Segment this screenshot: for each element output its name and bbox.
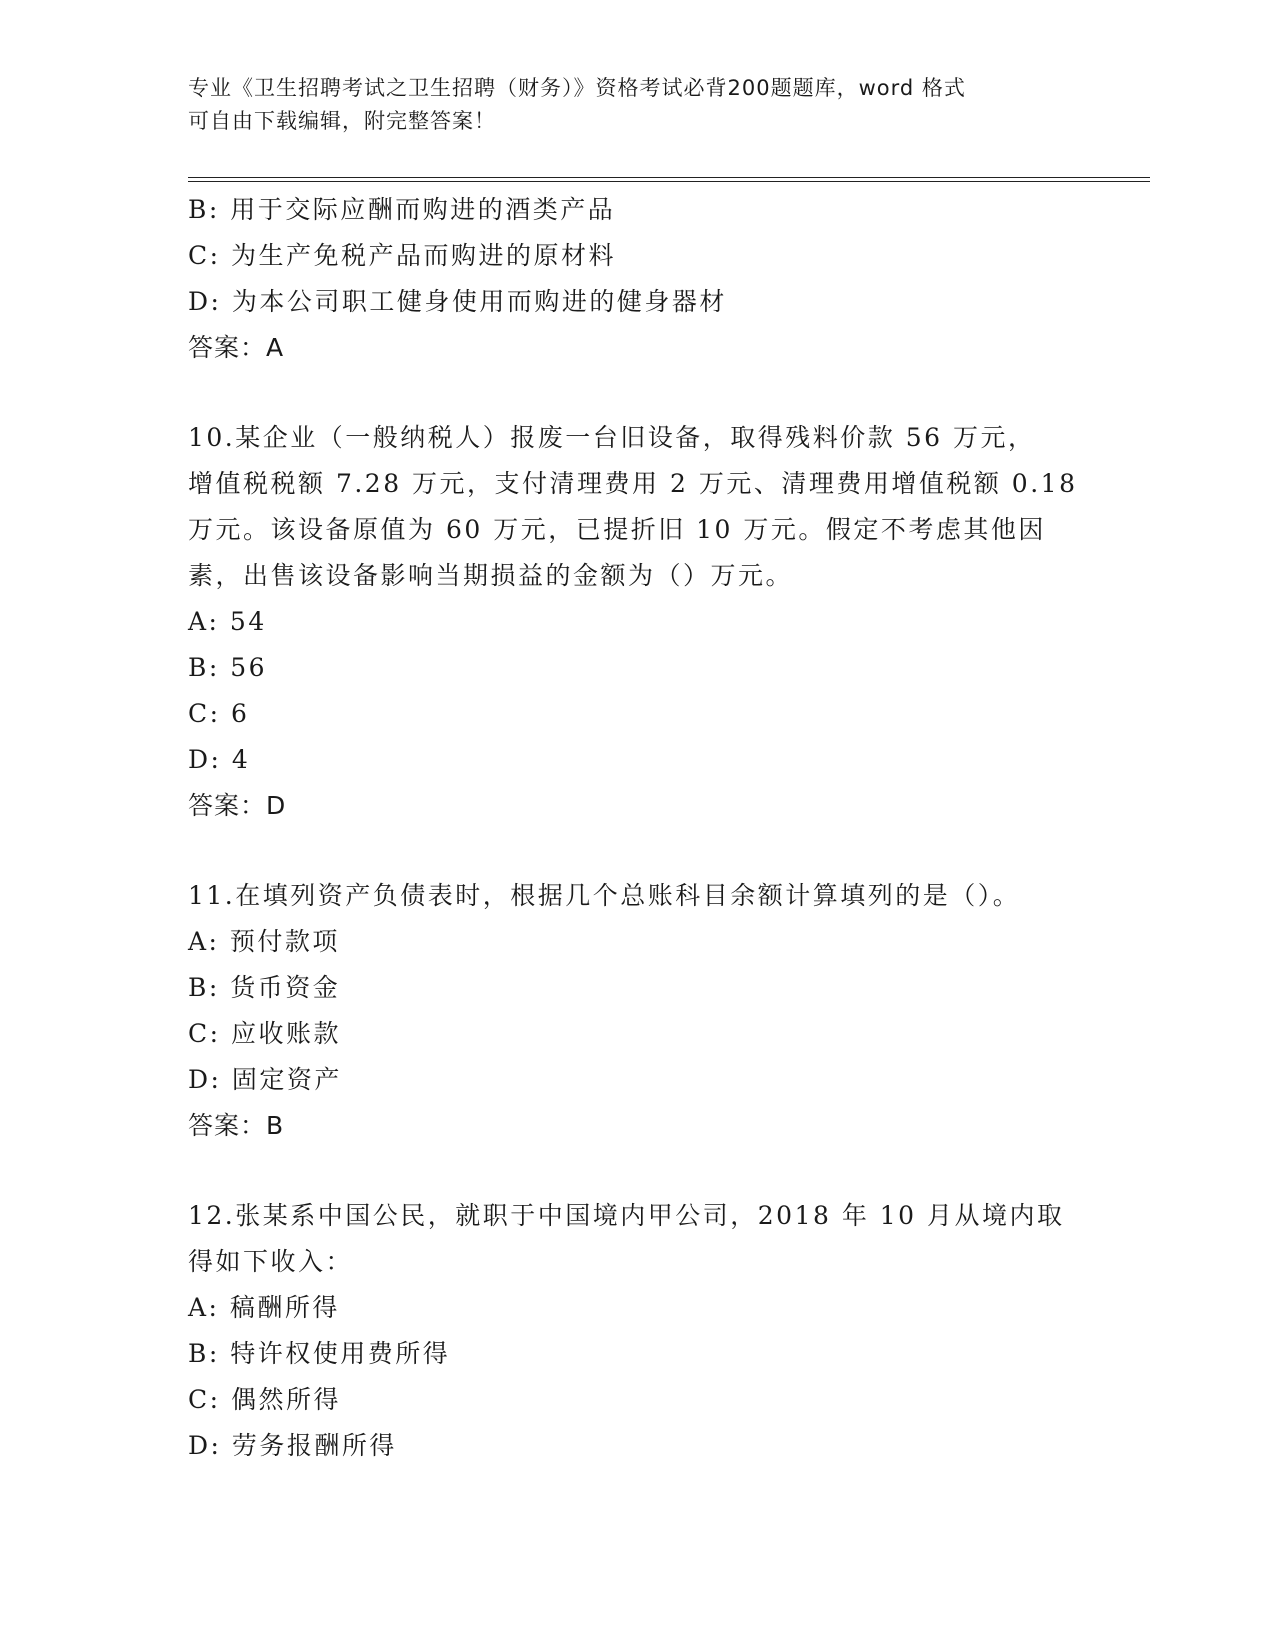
q11-option-c: C: 应收账款 <box>188 1019 341 1048</box>
header-divider <box>188 177 1150 182</box>
q10-answer: 答案：D <box>188 791 287 820</box>
question-10 <box>188 415 1088 829</box>
q12-stem-line-1: 12.张某系中国公民，就职于中国境内甲公司，2018 年 10 月从境内取 <box>188 1201 1065 1230</box>
question-12 <box>188 1193 1088 1469</box>
spacer <box>188 1149 1088 1193</box>
q12-stem-line-2: 得如下收入： <box>188 1247 354 1276</box>
document-header <box>188 72 1068 138</box>
question-9-tail <box>188 187 1088 371</box>
q11-option-b: B: 货币资金 <box>188 973 341 1002</box>
q10-stem-line-4: 素，出售该设备影响当期损益的金额为（）万元。 <box>188 561 794 590</box>
q12-option-c: C: 偶然所得 <box>188 1385 341 1414</box>
q10-stem-line-1: 10.某企业（一般纳税人）报废一台旧设备，取得残料价款 56 万元， <box>188 423 1036 452</box>
q9-option-d: D: 为本公司职工健身使用而购进的健身器材 <box>188 287 727 316</box>
q9-option-c: C: 为生产免税产品而购进的原材料 <box>188 241 616 270</box>
q10-stem-line-3: 万元。该设备原值为 60 万元，已提折旧 10 万元。假定不考虑其他因 <box>188 515 1046 544</box>
header-line-1: 专业《卫生招聘考试之卫生招聘（财务）》资格考试必背200题题库，word 格式 <box>188 76 966 100</box>
q10-stem-line-2: 增值税税额 7.28 万元，支付清理费用 2 万元、清理费用增值税额 0.18 <box>188 469 1078 498</box>
q11-stem-line-1: 11.在填列资产负债表时，根据几个总账科目余额计算填列的是（）。 <box>188 881 1021 910</box>
q9-option-b: B: 用于交际应酬而购进的酒类产品 <box>188 195 616 224</box>
spacer <box>188 829 1088 873</box>
q11-answer: 答案：B <box>188 1111 285 1140</box>
q10-option-d: D: 4 <box>188 745 251 774</box>
q12-option-a: A: 稿酬所得 <box>188 1293 340 1322</box>
header-line-2: 可自由下载编辑，附完整答案！ <box>188 109 496 133</box>
q12-option-b: B: 特许权使用费所得 <box>188 1339 451 1368</box>
q11-option-d: D: 固定资产 <box>188 1065 342 1094</box>
q10-option-c: C: 6 <box>188 699 250 728</box>
q12-option-d: D: 劳务报酬所得 <box>188 1431 397 1460</box>
q10-option-b: B: 56 <box>188 653 268 682</box>
q11-option-a: A: 预付款项 <box>188 927 340 956</box>
q10-option-a: A: 54 <box>188 607 267 636</box>
q9-answer: 答案：A <box>188 333 285 362</box>
question-list <box>188 187 1088 1469</box>
question-11 <box>188 873 1088 1149</box>
spacer <box>188 371 1088 415</box>
